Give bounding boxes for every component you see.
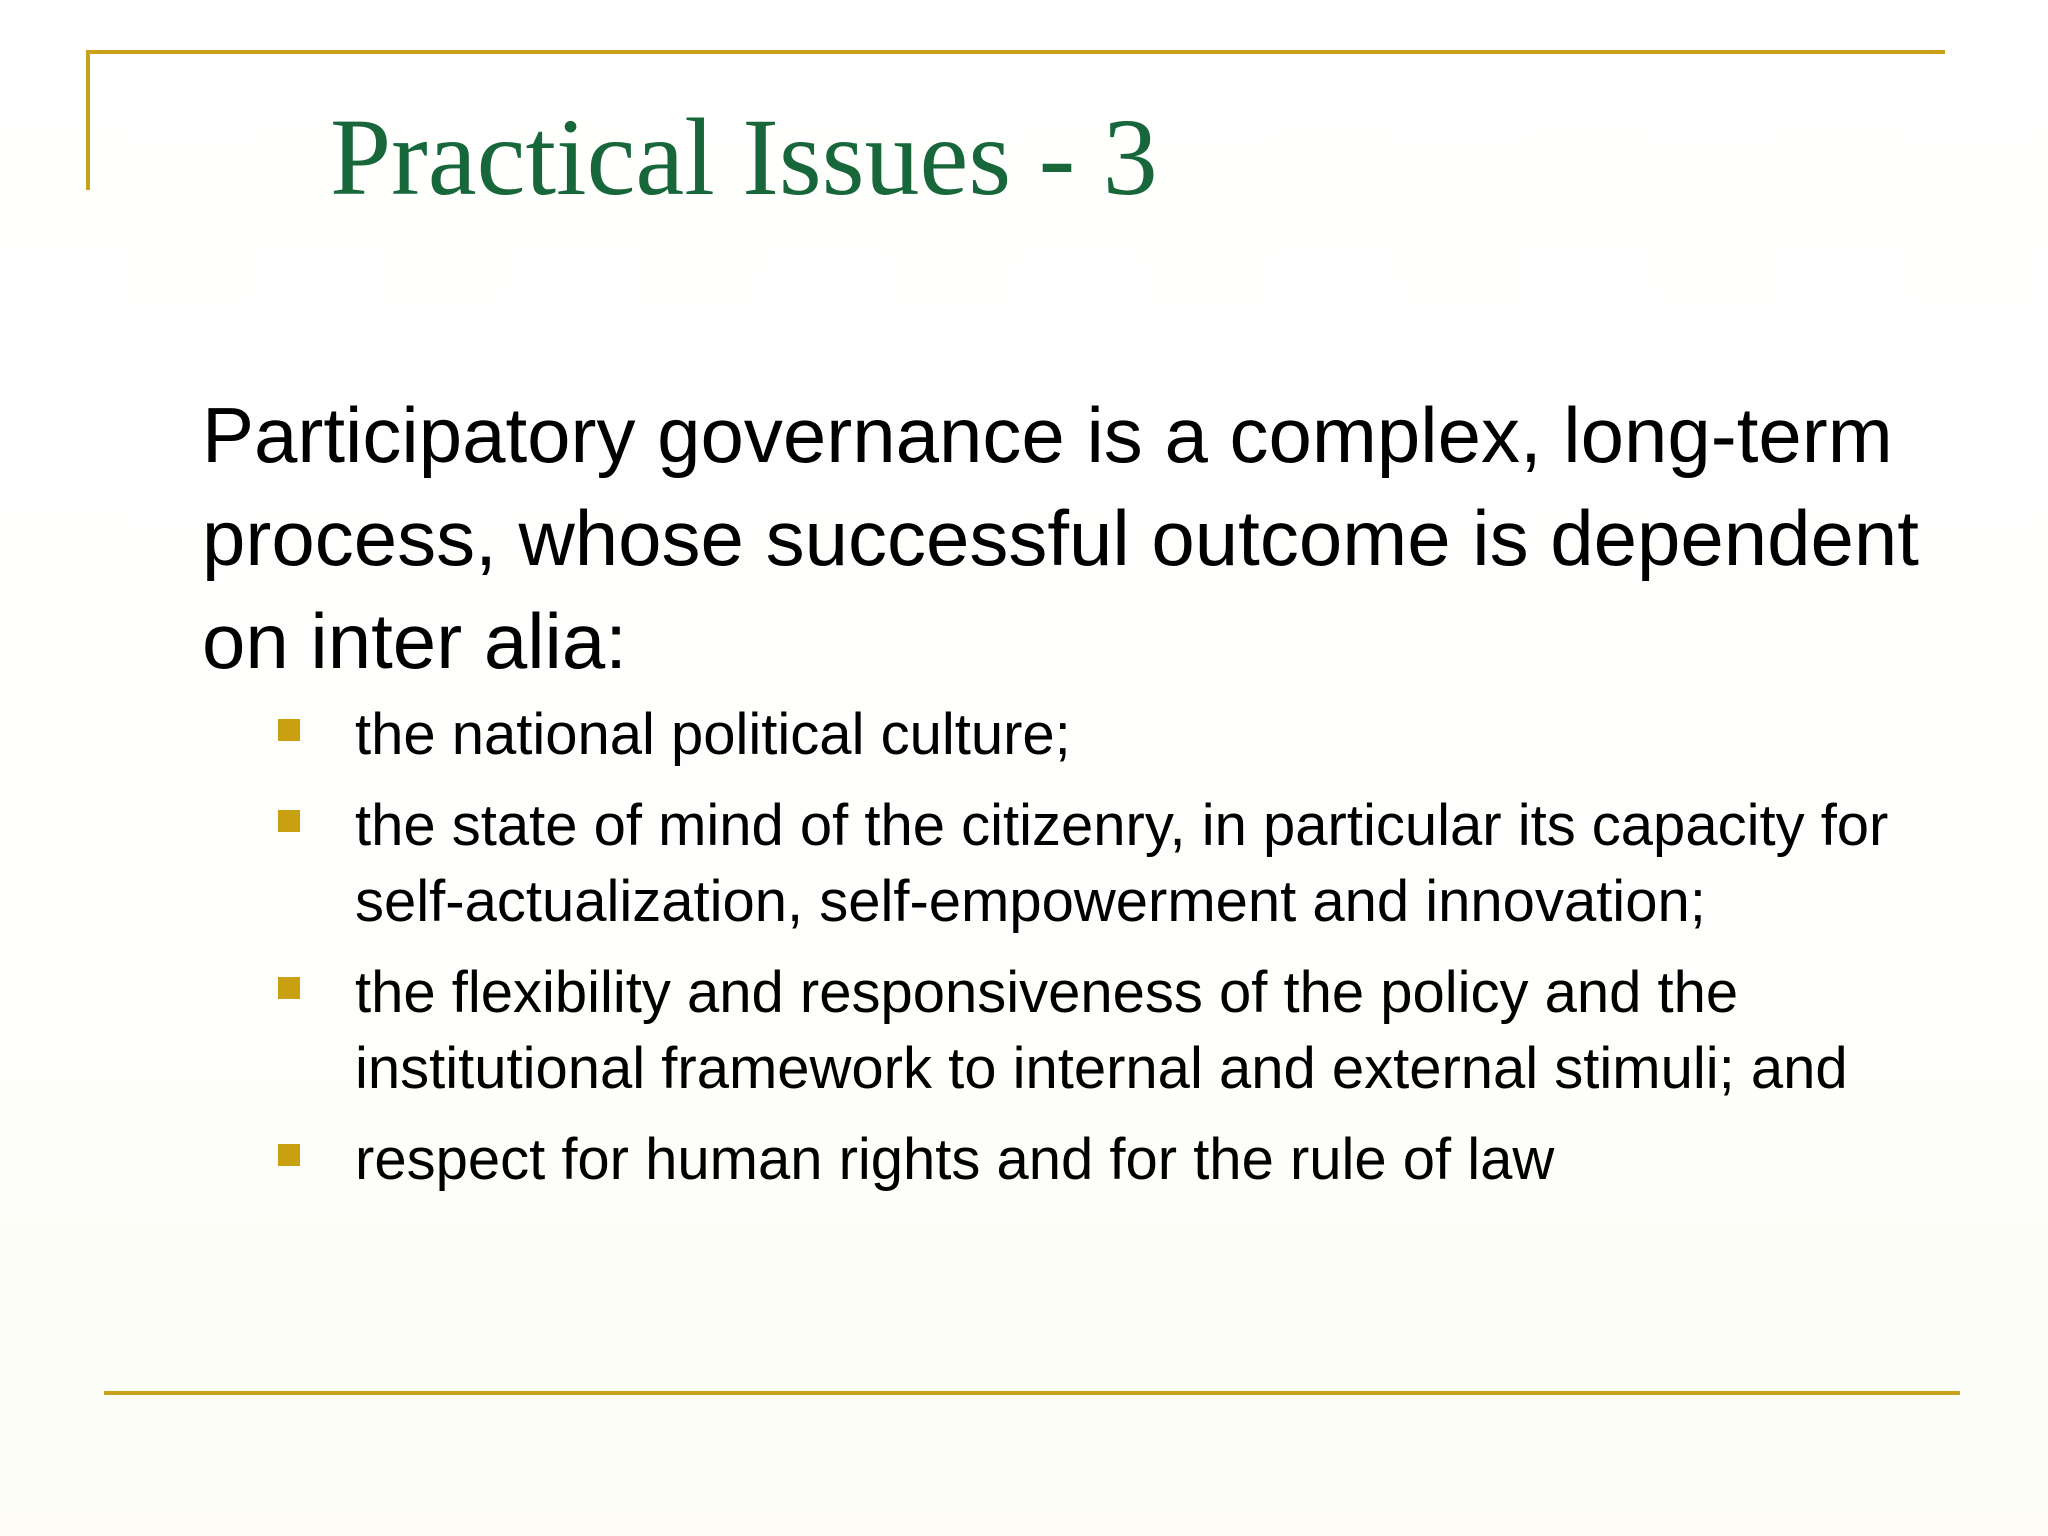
- bullet-item: [202, 955, 1962, 1107]
- lead-paragraph: Participatory governance is a complex, long-term process, whose successful outcome is dependent on inter alia:: [202, 391, 1919, 685]
- bottom-accent-rule: [104, 1391, 1960, 1395]
- square-bullet-icon: [278, 719, 300, 741]
- slide-body: [202, 384, 1962, 1213]
- bullet-item: [202, 788, 1962, 940]
- bullet-text: the national political culture;: [355, 702, 1071, 767]
- square-bullet-icon: [278, 810, 300, 832]
- bullet-text: respect for human rights and for the rule of law: [355, 1127, 1555, 1192]
- square-bullet-icon: [278, 1144, 300, 1166]
- left-accent-rule: [86, 50, 90, 190]
- bullet-text: the flexibility and responsiveness of the policy and the institutional framework to internal and external stimuli; and: [355, 960, 1848, 1101]
- bullet-item: [202, 1122, 1962, 1198]
- bullet-item: [202, 697, 1962, 773]
- top-accent-rule: [86, 50, 1945, 54]
- square-bullet-icon: [278, 977, 300, 999]
- bullet-text: the state of mind of the citizenry, in particular its capacity for self-actualization, self-empowerment and innovation;: [355, 793, 1889, 934]
- slide-title: Practical Issues - 3: [330, 96, 1158, 218]
- bullet-list: [202, 697, 1962, 1198]
